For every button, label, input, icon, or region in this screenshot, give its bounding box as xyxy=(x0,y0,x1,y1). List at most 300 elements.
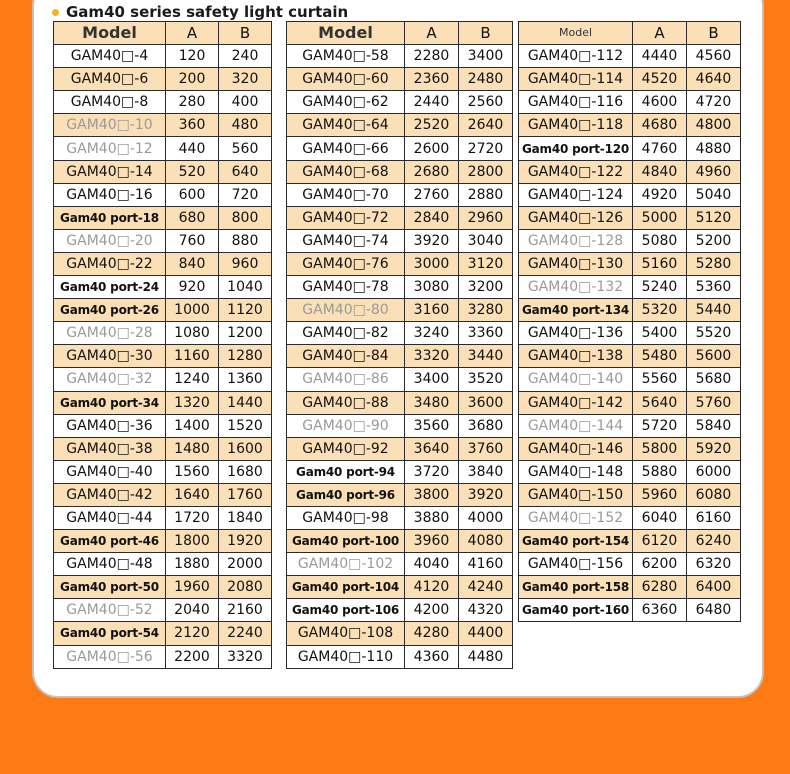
model-cell: GAM40□-20 xyxy=(54,229,166,252)
table-header-row xyxy=(287,22,513,45)
dimension-b-cell: 2880 xyxy=(459,183,513,206)
table-row xyxy=(519,506,741,529)
dimension-a-cell: 920 xyxy=(166,276,219,299)
dimension-a-cell: 5560 xyxy=(633,368,687,391)
dimension-a-cell: 1080 xyxy=(166,322,219,345)
dimension-b-cell: 2800 xyxy=(459,160,513,183)
dimension-a-cell: 360 xyxy=(166,114,219,137)
model-cell: GAM40□-16 xyxy=(54,183,166,206)
model-cell: GAM40□-40 xyxy=(54,460,166,483)
dimension-a-cell: 5480 xyxy=(633,345,687,368)
dimension-a-cell: 760 xyxy=(166,229,219,252)
table-row xyxy=(54,368,272,391)
model-cell: GAM40□-62 xyxy=(287,91,405,114)
dimension-a-cell: 4200 xyxy=(405,599,459,622)
dimension-b-cell: 4560 xyxy=(687,45,741,68)
dimension-b-cell: 1840 xyxy=(219,506,272,529)
table-row xyxy=(287,137,513,160)
model-cell: GAM40□-70 xyxy=(287,183,405,206)
model-cell: Gam40 port-46 xyxy=(54,530,166,553)
table-row xyxy=(54,114,272,137)
model-cell: GAM40□-126 xyxy=(519,206,633,229)
model-cell: GAM40□-14 xyxy=(54,160,166,183)
dimension-b-cell: 1760 xyxy=(219,483,272,506)
dimension-a-cell: 2360 xyxy=(405,68,459,91)
model-cell: GAM40□-32 xyxy=(54,368,166,391)
dimension-a-cell: 200 xyxy=(166,68,219,91)
model-cell: GAM40□-92 xyxy=(287,437,405,460)
dimension-a-cell: 5160 xyxy=(633,252,687,275)
dimension-a-cell: 3240 xyxy=(405,322,459,345)
dimension-a-cell: 5880 xyxy=(633,460,687,483)
dimension-a-cell: 4920 xyxy=(633,183,687,206)
model-cell: GAM40□-4 xyxy=(54,45,166,68)
header-b: B xyxy=(459,22,513,45)
dimension-a-cell: 5400 xyxy=(633,322,687,345)
table-row xyxy=(519,437,741,460)
dimension-b-cell: 3400 xyxy=(459,45,513,68)
table-row xyxy=(519,91,741,114)
model-cell: GAM40□-140 xyxy=(519,368,633,391)
dimension-a-cell: 1480 xyxy=(166,437,219,460)
dimension-b-cell: 960 xyxy=(219,252,272,275)
table-row xyxy=(54,276,272,299)
dimension-a-cell: 600 xyxy=(166,183,219,206)
dimension-a-cell: 2280 xyxy=(405,45,459,68)
table-row xyxy=(54,506,272,529)
dimension-a-cell: 3160 xyxy=(405,299,459,322)
dimension-a-cell: 4360 xyxy=(405,645,459,668)
model-cell: GAM40□-114 xyxy=(519,68,633,91)
model-cell: GAM40□-48 xyxy=(54,553,166,576)
table-row xyxy=(54,391,272,414)
header-b: B xyxy=(219,22,272,45)
dimension-b-cell: 3360 xyxy=(459,322,513,345)
table-row xyxy=(287,91,513,114)
table-row xyxy=(54,645,272,668)
table-row xyxy=(287,460,513,483)
table-row xyxy=(287,160,513,183)
dimension-a-cell: 6120 xyxy=(633,530,687,553)
table-row xyxy=(287,368,513,391)
model-cell: GAM40□-142 xyxy=(519,391,633,414)
dimension-b-cell: 480 xyxy=(219,114,272,137)
dimension-a-cell: 6040 xyxy=(633,506,687,529)
model-cell: Gam40 port-96 xyxy=(287,483,405,506)
model-cell: GAM40□-84 xyxy=(287,345,405,368)
dimension-b-cell: 2480 xyxy=(459,68,513,91)
dimension-a-cell: 6200 xyxy=(633,553,687,576)
header-a: A xyxy=(633,22,687,45)
model-cell: Gam40 port-24 xyxy=(54,276,166,299)
table-row xyxy=(519,576,741,599)
dimension-b-cell: 4720 xyxy=(687,91,741,114)
dimension-b-cell: 3120 xyxy=(459,252,513,275)
model-cell: GAM40□-130 xyxy=(519,252,633,275)
table-row xyxy=(54,530,272,553)
dimension-b-cell: 4160 xyxy=(459,553,513,576)
model-cell: GAM40□-8 xyxy=(54,91,166,114)
table-row xyxy=(519,414,741,437)
table-row xyxy=(287,206,513,229)
dimension-a-cell: 4040 xyxy=(405,553,459,576)
dimension-a-cell: 2680 xyxy=(405,160,459,183)
bullet-icon xyxy=(52,9,59,16)
table-row xyxy=(54,483,272,506)
dimension-b-cell: 4240 xyxy=(459,576,513,599)
table-row xyxy=(54,206,272,229)
table-row xyxy=(287,391,513,414)
dimension-a-cell: 5240 xyxy=(633,276,687,299)
model-cell: GAM40□-136 xyxy=(519,322,633,345)
dimension-b-cell: 4320 xyxy=(459,599,513,622)
table-row xyxy=(519,114,741,137)
model-cell: GAM40□-118 xyxy=(519,114,633,137)
dimension-b-cell: 2080 xyxy=(219,576,272,599)
dimension-a-cell: 1960 xyxy=(166,576,219,599)
model-cell: GAM40□-146 xyxy=(519,437,633,460)
table-row xyxy=(287,114,513,137)
model-cell: GAM40□-150 xyxy=(519,483,633,506)
table-row xyxy=(54,160,272,183)
table-row xyxy=(287,599,513,622)
table-row xyxy=(519,483,741,506)
table-row xyxy=(54,183,272,206)
dimension-a-cell: 3080 xyxy=(405,276,459,299)
dimension-a-cell: 1720 xyxy=(166,506,219,529)
dimension-b-cell: 2640 xyxy=(459,114,513,137)
dimension-a-cell: 3640 xyxy=(405,437,459,460)
model-cell: Gam40 port-94 xyxy=(287,460,405,483)
dimension-a-cell: 3400 xyxy=(405,368,459,391)
dimension-a-cell: 1800 xyxy=(166,530,219,553)
dimension-b-cell: 4480 xyxy=(459,645,513,668)
model-cell: GAM40□-76 xyxy=(287,252,405,275)
model-cell: Gam40 port-26 xyxy=(54,299,166,322)
model-cell: GAM40□-98 xyxy=(287,506,405,529)
table-row xyxy=(519,68,741,91)
dimension-b-cell: 4000 xyxy=(459,506,513,529)
dimension-a-cell: 520 xyxy=(166,160,219,183)
dimension-a-cell: 3560 xyxy=(405,414,459,437)
section-title: Gam40 series safety light curtain xyxy=(66,3,349,21)
model-cell: Gam40 port-54 xyxy=(54,622,166,645)
spec-table-2 xyxy=(286,21,513,669)
model-cell: Gam40 port-154 xyxy=(519,530,633,553)
dimension-a-cell: 4440 xyxy=(633,45,687,68)
dimension-b-cell: 1440 xyxy=(219,391,272,414)
dimension-a-cell: 4680 xyxy=(633,114,687,137)
model-cell: GAM40□-36 xyxy=(54,414,166,437)
model-cell: GAM40□-128 xyxy=(519,229,633,252)
header-model: Model xyxy=(519,22,633,45)
dimension-b-cell: 5200 xyxy=(687,229,741,252)
dimension-b-cell: 3440 xyxy=(459,345,513,368)
dimension-a-cell: 2120 xyxy=(166,622,219,645)
dimension-b-cell: 6160 xyxy=(687,506,741,529)
table-row xyxy=(287,645,513,668)
table-header-row xyxy=(54,22,272,45)
table-row xyxy=(519,460,741,483)
dimension-b-cell: 5520 xyxy=(687,322,741,345)
model-cell: GAM40□-124 xyxy=(519,183,633,206)
dimension-b-cell: 2160 xyxy=(219,599,272,622)
table-row xyxy=(287,622,513,645)
table-row xyxy=(519,229,741,252)
table-row xyxy=(54,45,272,68)
dimension-b-cell: 4400 xyxy=(459,622,513,645)
dimension-a-cell: 1320 xyxy=(166,391,219,414)
dimension-a-cell: 4520 xyxy=(633,68,687,91)
table-row xyxy=(519,322,741,345)
table-row xyxy=(287,506,513,529)
dimension-b-cell: 400 xyxy=(219,91,272,114)
table-row xyxy=(54,622,272,645)
dimension-b-cell: 5600 xyxy=(687,345,741,368)
dimension-a-cell: 5720 xyxy=(633,414,687,437)
model-cell: GAM40□-66 xyxy=(287,137,405,160)
dimension-b-cell: 1520 xyxy=(219,414,272,437)
model-cell: GAM40□-88 xyxy=(287,391,405,414)
table-row xyxy=(519,345,741,368)
dimension-b-cell: 5920 xyxy=(687,437,741,460)
model-cell: GAM40□-58 xyxy=(287,45,405,68)
dimension-a-cell: 4600 xyxy=(633,91,687,114)
table-row xyxy=(287,276,513,299)
dimension-a-cell: 5640 xyxy=(633,391,687,414)
dimension-b-cell: 2000 xyxy=(219,553,272,576)
dimension-b-cell: 320 xyxy=(219,68,272,91)
model-cell: GAM40□-152 xyxy=(519,506,633,529)
table-row xyxy=(519,276,741,299)
model-cell: GAM40□-80 xyxy=(287,299,405,322)
dimension-b-cell: 5360 xyxy=(687,276,741,299)
table-row xyxy=(287,229,513,252)
model-cell: Gam40 port-120 xyxy=(519,137,633,160)
dimension-a-cell: 5080 xyxy=(633,229,687,252)
model-cell: GAM40□-148 xyxy=(519,460,633,483)
model-cell: GAM40□-44 xyxy=(54,506,166,529)
section-heading xyxy=(52,2,348,22)
dimension-a-cell: 4760 xyxy=(633,137,687,160)
dimension-a-cell: 2840 xyxy=(405,206,459,229)
dimension-b-cell: 4640 xyxy=(687,68,741,91)
table-row xyxy=(54,229,272,252)
model-cell: GAM40□-108 xyxy=(287,622,405,645)
table-row xyxy=(287,576,513,599)
dimension-a-cell: 3960 xyxy=(405,530,459,553)
dimension-a-cell: 2200 xyxy=(166,645,219,668)
table-row xyxy=(519,252,741,275)
dimension-b-cell: 5760 xyxy=(687,391,741,414)
dimension-a-cell: 840 xyxy=(166,252,219,275)
dimension-b-cell: 5280 xyxy=(687,252,741,275)
table-row xyxy=(519,299,741,322)
model-cell: Gam40 port-160 xyxy=(519,599,633,622)
dimension-b-cell: 2240 xyxy=(219,622,272,645)
dimension-a-cell: 3800 xyxy=(405,483,459,506)
table-row xyxy=(54,345,272,368)
model-cell: Gam40 port-18 xyxy=(54,206,166,229)
dimension-a-cell: 6280 xyxy=(633,576,687,599)
table-row xyxy=(287,45,513,68)
model-cell: GAM40□-144 xyxy=(519,414,633,437)
dimension-b-cell: 3840 xyxy=(459,460,513,483)
dimension-a-cell: 1640 xyxy=(166,483,219,506)
dimension-a-cell: 2040 xyxy=(166,599,219,622)
dimension-b-cell: 3200 xyxy=(459,276,513,299)
model-cell: GAM40□-68 xyxy=(287,160,405,183)
dimension-a-cell: 5000 xyxy=(633,206,687,229)
dimension-a-cell: 1000 xyxy=(166,299,219,322)
table-row xyxy=(54,576,272,599)
dimension-b-cell: 2560 xyxy=(459,91,513,114)
dimension-a-cell: 440 xyxy=(166,137,219,160)
dimension-b-cell: 3760 xyxy=(459,437,513,460)
table-row xyxy=(287,553,513,576)
table-row xyxy=(54,599,272,622)
model-cell: GAM40□-138 xyxy=(519,345,633,368)
dimension-b-cell: 4080 xyxy=(459,530,513,553)
table-row xyxy=(519,137,741,160)
model-cell: GAM40□-6 xyxy=(54,68,166,91)
model-cell: GAM40□-56 xyxy=(54,645,166,668)
model-cell: GAM40□-86 xyxy=(287,368,405,391)
header-model: Model xyxy=(54,22,166,45)
table-row xyxy=(519,160,741,183)
table-row xyxy=(54,68,272,91)
model-cell: GAM40□-90 xyxy=(287,414,405,437)
dimension-a-cell: 1160 xyxy=(166,345,219,368)
model-cell: GAM40□-10 xyxy=(54,114,166,137)
model-cell: GAM40□-82 xyxy=(287,322,405,345)
dimension-b-cell: 6400 xyxy=(687,576,741,599)
dimension-a-cell: 3000 xyxy=(405,252,459,275)
model-cell: Gam40 port-158 xyxy=(519,576,633,599)
table-row xyxy=(54,91,272,114)
header-a: A xyxy=(166,22,219,45)
model-cell: Gam40 port-50 xyxy=(54,576,166,599)
dimension-b-cell: 3040 xyxy=(459,229,513,252)
model-cell: GAM40□-42 xyxy=(54,483,166,506)
dimension-b-cell: 6480 xyxy=(687,599,741,622)
model-cell: GAM40□-102 xyxy=(287,553,405,576)
dimension-a-cell: 1240 xyxy=(166,368,219,391)
dimension-b-cell: 1680 xyxy=(219,460,272,483)
model-cell: GAM40□-22 xyxy=(54,252,166,275)
table-row xyxy=(519,599,741,622)
dimension-b-cell: 5440 xyxy=(687,299,741,322)
model-cell: Gam40 port-106 xyxy=(287,599,405,622)
model-cell: GAM40□-64 xyxy=(287,114,405,137)
dimension-a-cell: 5960 xyxy=(633,483,687,506)
dimension-b-cell: 880 xyxy=(219,229,272,252)
dimension-a-cell: 2440 xyxy=(405,91,459,114)
table-row xyxy=(287,322,513,345)
dimension-b-cell: 3280 xyxy=(459,299,513,322)
table-header-row xyxy=(519,22,741,45)
table-row xyxy=(519,368,741,391)
dimension-b-cell: 6080 xyxy=(687,483,741,506)
model-cell: Gam40 port-100 xyxy=(287,530,405,553)
dimension-b-cell: 3680 xyxy=(459,414,513,437)
table-row xyxy=(519,183,741,206)
header-b: B xyxy=(687,22,741,45)
dimension-a-cell: 5320 xyxy=(633,299,687,322)
table-row xyxy=(54,252,272,275)
table-row xyxy=(287,530,513,553)
dimension-b-cell: 1200 xyxy=(219,322,272,345)
dimension-b-cell: 240 xyxy=(219,45,272,68)
dimension-b-cell: 4960 xyxy=(687,160,741,183)
model-cell: GAM40□-110 xyxy=(287,645,405,668)
model-cell: GAM40□-60 xyxy=(287,68,405,91)
model-cell: GAM40□-78 xyxy=(287,276,405,299)
dimension-b-cell: 6000 xyxy=(687,460,741,483)
dimension-a-cell: 6360 xyxy=(633,599,687,622)
dimension-a-cell: 3320 xyxy=(405,345,459,368)
table-row xyxy=(54,414,272,437)
table-row xyxy=(54,437,272,460)
dimension-b-cell: 1120 xyxy=(219,299,272,322)
dimension-a-cell: 3480 xyxy=(405,391,459,414)
dimension-b-cell: 1280 xyxy=(219,345,272,368)
model-cell: GAM40□-156 xyxy=(519,553,633,576)
dimension-b-cell: 560 xyxy=(219,137,272,160)
dimension-b-cell: 5040 xyxy=(687,183,741,206)
model-cell: GAM40□-122 xyxy=(519,160,633,183)
table-row xyxy=(287,437,513,460)
dimension-b-cell: 720 xyxy=(219,183,272,206)
model-cell: GAM40□-132 xyxy=(519,276,633,299)
model-cell: GAM40□-112 xyxy=(519,45,633,68)
header-model: Model xyxy=(287,22,405,45)
dimension-b-cell: 3520 xyxy=(459,368,513,391)
dimension-a-cell: 120 xyxy=(166,45,219,68)
dimension-a-cell: 1880 xyxy=(166,553,219,576)
table-row xyxy=(287,252,513,275)
model-cell: GAM40□-52 xyxy=(54,599,166,622)
dimension-b-cell: 1920 xyxy=(219,530,272,553)
model-cell: GAM40□-28 xyxy=(54,322,166,345)
dimension-a-cell: 1400 xyxy=(166,414,219,437)
table-row xyxy=(54,460,272,483)
table-row xyxy=(287,345,513,368)
table-row xyxy=(519,391,741,414)
table-row xyxy=(519,45,741,68)
table-row xyxy=(54,322,272,345)
table-row xyxy=(287,68,513,91)
dimension-a-cell: 3720 xyxy=(405,460,459,483)
dimension-a-cell: 2760 xyxy=(405,183,459,206)
dimension-b-cell: 1360 xyxy=(219,368,272,391)
dimension-b-cell: 640 xyxy=(219,160,272,183)
dimension-b-cell: 3600 xyxy=(459,391,513,414)
dimension-b-cell: 5120 xyxy=(687,206,741,229)
table-row xyxy=(287,414,513,437)
dimension-b-cell: 5840 xyxy=(687,414,741,437)
table-row xyxy=(519,553,741,576)
dimension-b-cell: 800 xyxy=(219,206,272,229)
dimension-b-cell: 2960 xyxy=(459,206,513,229)
spec-table-3 xyxy=(518,21,741,622)
table-row xyxy=(287,299,513,322)
dimension-b-cell: 1040 xyxy=(219,276,272,299)
dimension-a-cell: 2600 xyxy=(405,137,459,160)
model-cell: Gam40 port-134 xyxy=(519,299,633,322)
table-row xyxy=(54,553,272,576)
header-a: A xyxy=(405,22,459,45)
